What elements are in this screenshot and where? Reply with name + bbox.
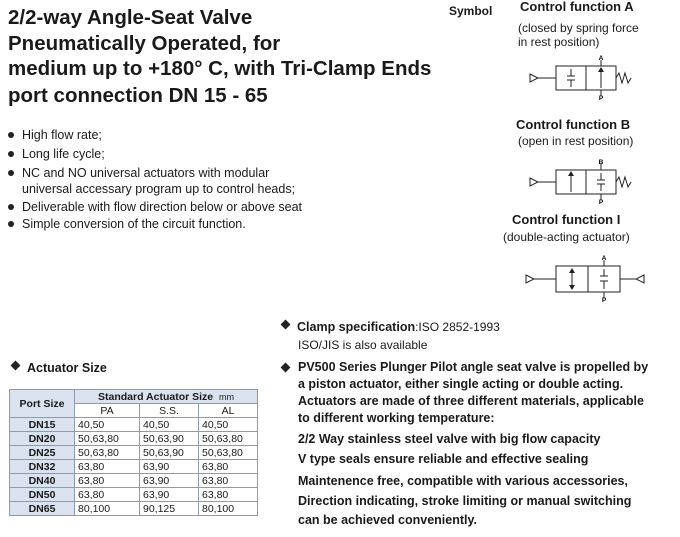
- value-cell: 63,80: [199, 488, 258, 502]
- valve-symbol-a-icon: [528, 54, 638, 100]
- table-row: [10, 488, 258, 502]
- value-cell: 50,63,90: [140, 432, 199, 446]
- table-row: [10, 474, 258, 488]
- bullet-icon: [8, 151, 14, 157]
- value-cell: 63,90: [140, 460, 199, 474]
- value-cell: 50,63,80: [75, 432, 140, 446]
- description-line: PV500 Series Plunger Pilot angle seat valve is propelled by: [298, 360, 649, 374]
- title-line-4: port connection DN 15 - 65: [8, 84, 268, 107]
- port-size-header: Port Size: [10, 390, 75, 418]
- value-cell: 50,63,80: [199, 432, 258, 446]
- bullet-icon: [8, 132, 14, 138]
- description-bullet: [282, 361, 297, 379]
- feature-item: NC and NO universal actuators with modular: [8, 166, 269, 181]
- table-row: [10, 502, 258, 516]
- description-line: Maintenence free, compatible with various accessories,: [298, 474, 628, 488]
- value-cell: 63,80: [75, 488, 140, 502]
- port-p-label: P: [601, 297, 607, 302]
- actuator-size-heading: Actuator Size: [12, 359, 107, 377]
- title-line-2: Pneumatically Operated, for: [8, 32, 281, 55]
- value-cell: 80,100: [75, 502, 140, 516]
- table-row: [10, 446, 258, 460]
- control-function-b-desc: (open in rest position): [518, 134, 634, 148]
- symbol-label: Symbol: [449, 4, 493, 18]
- value-cell: 50,63,90: [140, 446, 199, 460]
- description-line: Direction indicating, stroke limiting or manual switching: [298, 494, 632, 508]
- value-cell: 90,125: [140, 502, 199, 516]
- title-line-1: 2/2-way Angle-Seat Valve: [8, 6, 253, 29]
- value-cell: 50,63,80: [199, 446, 258, 460]
- port-a-label: A: [601, 255, 607, 262]
- description-line: can be achieved conveniently.: [298, 513, 478, 527]
- bullet-icon: [8, 221, 14, 227]
- control-function-i-title: Control function I: [512, 212, 621, 227]
- feature-item: Deliverable with flow direction below or above seat: [8, 200, 302, 215]
- bullet-icon: [8, 170, 14, 176]
- value-cell: 63,80: [75, 460, 140, 474]
- column-header: PA: [75, 404, 140, 418]
- port-b-label: B: [598, 159, 604, 166]
- description-line: 2/2 Way stainless steel valve with big flow capacity: [298, 432, 601, 446]
- port-cell: DN50: [10, 488, 75, 502]
- valve-symbol-i-icon: [524, 254, 652, 302]
- title-line-3: medium up to +180° C, with Tri-Clamp Ends: [8, 57, 432, 80]
- value-cell: 40,50: [75, 418, 140, 432]
- description-line: Actuators are made of three different materials, applicable: [298, 394, 644, 408]
- control-function-a-desc: in rest position): [518, 35, 600, 49]
- value-cell: 63,90: [140, 474, 199, 488]
- clamp-spec-label: Clamp specification: [297, 320, 416, 334]
- port-p-label: P: [598, 95, 604, 100]
- feature-item: Long life cycle;: [8, 147, 105, 162]
- value-cell: 80,100: [199, 502, 258, 516]
- value-cell: 63,80: [199, 460, 258, 474]
- clamp-spec-value: :ISO 2852-1993: [415, 320, 500, 334]
- control-function-a-desc: (closed by spring force: [518, 21, 639, 35]
- value-cell: 63,80: [75, 474, 140, 488]
- feature-continuation: universal accessary program up to control heads;: [22, 182, 296, 196]
- port-cell: DN32: [10, 460, 75, 474]
- actuator-group-header: Standard Actuator Size mm: [75, 390, 258, 404]
- description-line: V type seals ensure reliable and effective sealing: [298, 452, 589, 466]
- table-row: [10, 432, 258, 446]
- description-line: to different working temperature:: [298, 411, 495, 425]
- control-function-b-title: Control function B: [516, 117, 631, 132]
- actuator-size-table: [9, 389, 258, 516]
- value-cell: 63,90: [140, 488, 199, 502]
- clamp-spec-note: ISO/JIS is also available: [298, 338, 428, 352]
- value-cell: 40,50: [140, 418, 199, 432]
- feature-item: High flow rate;: [8, 128, 102, 143]
- value-cell: 40,50: [199, 418, 258, 432]
- column-header: AL: [199, 404, 258, 418]
- table-row: [10, 418, 258, 432]
- valve-symbol-b-icon: [528, 158, 638, 204]
- value-cell: 63,80: [199, 474, 258, 488]
- unit-label: mm: [218, 391, 234, 402]
- value-cell: 50,63,80: [75, 446, 140, 460]
- diamond-bullet-icon: [11, 361, 21, 371]
- bullet-icon: [8, 204, 14, 210]
- feature-item: Simple conversion of the circuit function.: [8, 217, 246, 232]
- port-cell: DN40: [10, 474, 75, 488]
- port-cell: DN25: [10, 446, 75, 460]
- port-a-label: A: [598, 55, 604, 62]
- port-cell: DN65: [10, 502, 75, 516]
- control-function-i-desc: (double-acting actuator): [503, 230, 630, 244]
- port-p-label: P: [598, 199, 604, 204]
- clamp-spec: [282, 318, 500, 336]
- port-cell: DN15: [10, 418, 75, 432]
- control-function-a-title: Control function A: [520, 0, 634, 14]
- diamond-bullet-icon: [281, 320, 291, 330]
- diamond-bullet-icon: [281, 363, 291, 373]
- column-header: S.S.: [140, 404, 199, 418]
- description-line: a piston actuator, either single acting or double acting.: [298, 377, 624, 391]
- table-row: [10, 460, 258, 474]
- port-cell: DN20: [10, 432, 75, 446]
